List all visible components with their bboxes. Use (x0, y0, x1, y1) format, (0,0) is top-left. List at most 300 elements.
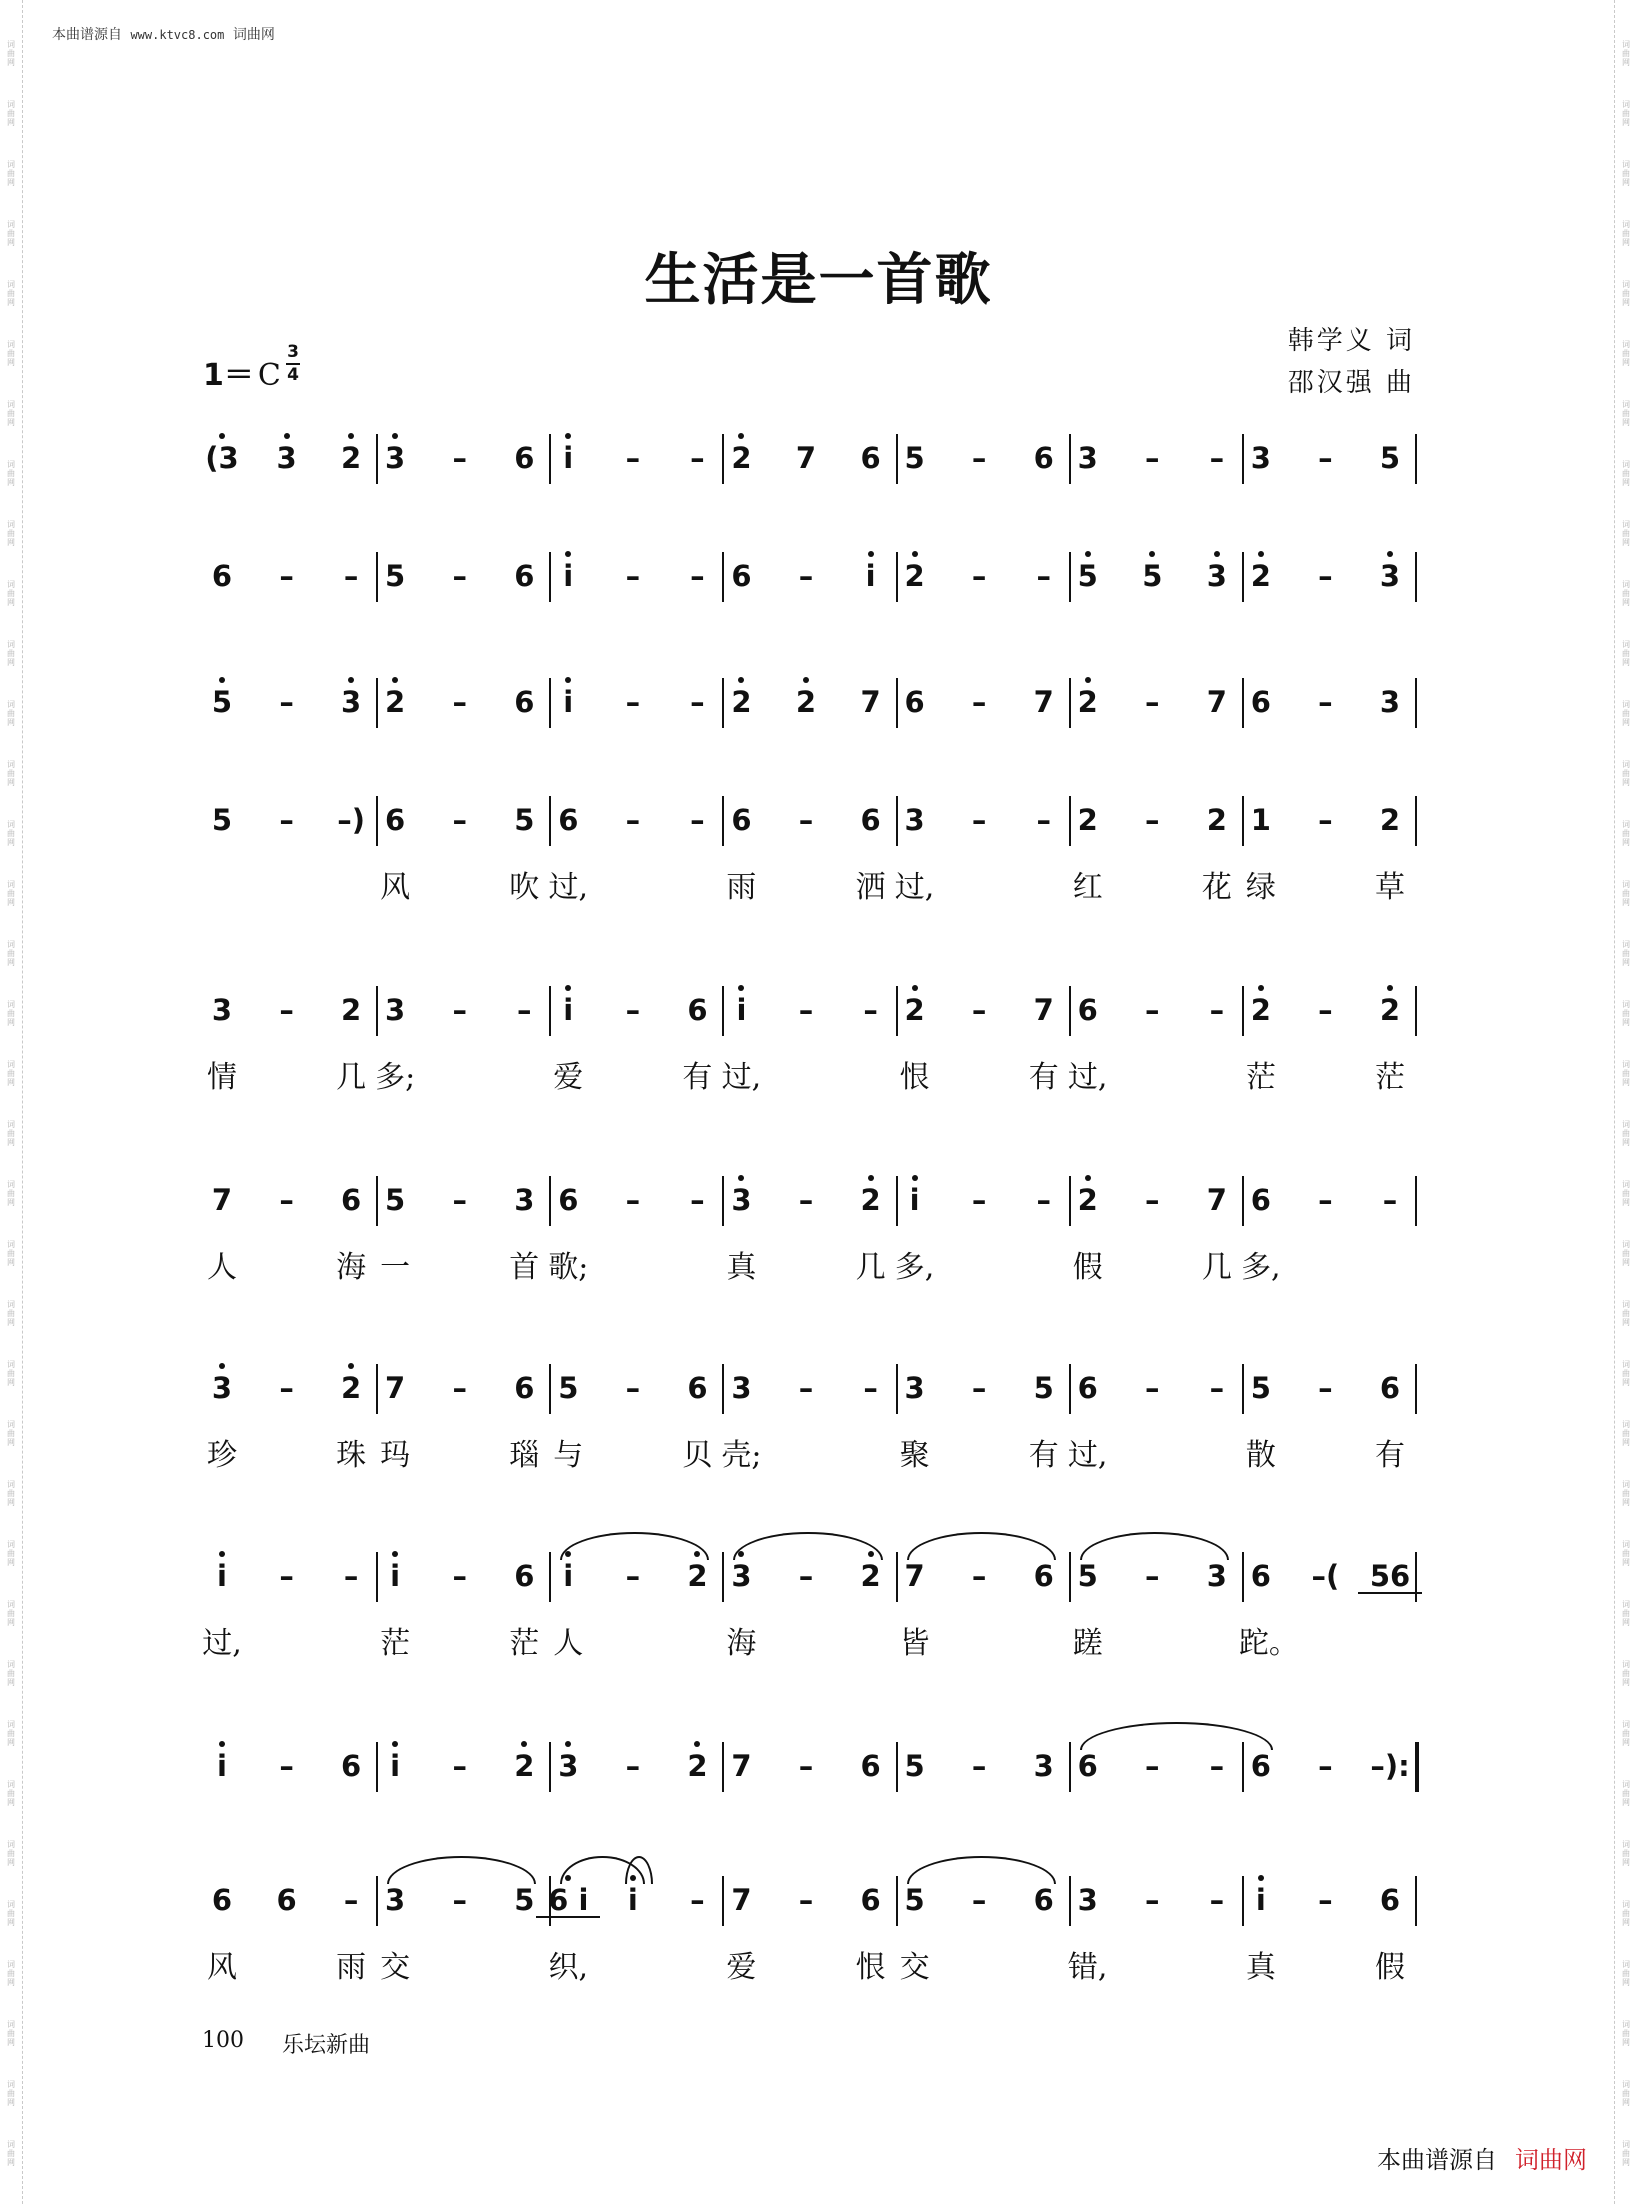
dash-note: – (971, 1371, 987, 1405)
dash-note: – (1209, 441, 1225, 475)
watermark-glyph: 词 曲 网 (7, 760, 15, 787)
watermark-glyph: 词 曲 网 (1622, 1720, 1630, 1747)
dash-note: – (971, 441, 987, 475)
dash-note: – (971, 685, 987, 719)
lyric-syllable: 风 (380, 870, 411, 905)
lyric-syllable: 过, (721, 1060, 762, 1095)
dash-note: – (452, 803, 467, 837)
watermark-glyph: 词 曲 网 (1622, 640, 1630, 667)
octave-dot (868, 1175, 874, 1181)
watermark-glyph: 词 曲 网 (1622, 280, 1630, 307)
jianpu-note: i (548, 686, 588, 718)
watermark-glyph: 词 曲 网 (7, 160, 15, 187)
dash-note: – (690, 1183, 705, 1217)
octave-dot (219, 433, 225, 439)
jianpu-note: 6 (860, 803, 881, 837)
dash-note: – (452, 1749, 467, 1783)
lyric-syllable: 茫 (509, 1626, 540, 1661)
lyric-syllable: 首 (509, 1250, 540, 1285)
lyric-syllable: 真 (726, 1250, 757, 1285)
lyric-syllable: 茫 (1375, 1060, 1405, 1095)
score-system (204, 1358, 1416, 1473)
jianpu-note: 2 (1077, 803, 1098, 837)
watermark-glyph: 词 曲 网 (7, 220, 15, 247)
jianpu-note: 3 (904, 803, 925, 837)
jianpu-note: 6 (1033, 1559, 1054, 1593)
jianpu-note: 6 (687, 993, 708, 1027)
dash-note: – (971, 1883, 987, 1917)
dash-note: – (452, 685, 467, 719)
jianpu-note: i (202, 1750, 242, 1782)
lyric-syllable: 错, (1067, 1950, 1108, 1985)
jianpu-note: 3 (548, 1750, 588, 1782)
dash-note: – (343, 1883, 359, 1917)
octave-dot (738, 1175, 744, 1181)
dash-note: – (1209, 1749, 1225, 1783)
jianpu-note: 2 (331, 1372, 371, 1404)
lyric-syllable: 草 (1375, 870, 1405, 905)
lyric-syllable: 洒 (855, 870, 886, 905)
watermark-glyph: 词 曲 网 (1622, 880, 1630, 907)
octave-dot (738, 985, 744, 991)
jianpu-note: 56 (1358, 1560, 1422, 1594)
watermark-glyph: 词 曲 网 (7, 1060, 15, 1087)
watermark-glyph: 词 曲 网 (1622, 1900, 1630, 1927)
jianpu-note: 3 (1250, 441, 1271, 475)
dash-note: – (863, 1371, 878, 1405)
octave-dot (912, 985, 918, 991)
dash-note: – (798, 993, 814, 1027)
barline (1415, 678, 1417, 728)
octave-dot (219, 677, 225, 683)
barline (1415, 552, 1417, 602)
watermark-glyph: 词 曲 网 (7, 1420, 15, 1447)
lyric-syllable: 绿 (1245, 870, 1276, 905)
jianpu-note: 3 (1033, 1749, 1054, 1783)
dash-note: – (452, 441, 467, 475)
watermark-glyph: 词 曲 网 (1622, 1120, 1630, 1147)
slur (733, 1532, 882, 1560)
composer-credit: 邵汉强 曲 (1287, 368, 1415, 398)
dash-note: – (279, 559, 294, 593)
slur (1080, 1722, 1273, 1750)
jianpu-note: 6 (276, 1883, 297, 1917)
slur (907, 1856, 1056, 1884)
octave-dot (1214, 551, 1220, 557)
dash-note: – (1318, 1371, 1333, 1405)
watermark-glyph: 词 曲 网 (1622, 40, 1630, 67)
jianpu-note: 2 (677, 1750, 717, 1782)
dash-note: – (1318, 993, 1333, 1027)
watermark-glyph: 词 曲 网 (7, 280, 15, 307)
jianpu-note: 3 (1379, 685, 1401, 719)
lyric-syllable: 吹 (509, 870, 540, 905)
jianpu-note: 5 (1132, 560, 1172, 592)
lyric-syllable: 聚 (899, 1438, 930, 1473)
jianpu-note: 2 (721, 442, 761, 474)
octave-dot (219, 1551, 225, 1557)
octave-dot (565, 551, 571, 557)
jianpu-note: 6 i (536, 1884, 600, 1918)
lyric-syllable: 人 (207, 1250, 237, 1285)
dash-note: – (625, 559, 641, 593)
octave-dot (1387, 985, 1393, 991)
jianpu-note: 3 (721, 1184, 761, 1216)
jianpu-note: 3 (385, 1883, 406, 1917)
jianpu-note: 6 (514, 1371, 535, 1405)
jianpu-note: 6 (514, 1559, 535, 1593)
dash-note: – (1318, 441, 1333, 475)
lyric-syllable: 几 (855, 1250, 886, 1285)
source-footer (1377, 2140, 1587, 2175)
jianpu-note: 3 (202, 1372, 242, 1404)
jianpu-note: 6 (558, 803, 579, 837)
dash-note: – (1318, 1749, 1333, 1783)
jianpu-note: 2 (851, 1560, 891, 1592)
jianpu-note: 6 (687, 1371, 708, 1405)
watermark-glyph: 词 曲 网 (7, 1660, 15, 1687)
dash-note: – (798, 1371, 814, 1405)
key-letter: C (257, 358, 281, 393)
jianpu-note: 5 (1250, 1371, 1271, 1405)
lyric-syllable: 过, (202, 1626, 242, 1661)
jianpu-note: 5 (1033, 1371, 1054, 1405)
jianpu-note: 2 (1068, 1184, 1108, 1216)
lyric-syllable: 跎。 (1238, 1626, 1299, 1661)
lyric-syllable: 过, (894, 870, 935, 905)
jianpu-note: 6 (1250, 685, 1271, 719)
score-system (202, 1546, 1416, 1661)
lyric-syllable: 雨 (726, 870, 757, 905)
octave-dot (219, 1363, 225, 1369)
watermark-glyph: 词 曲 网 (7, 2080, 15, 2107)
lyric-syllable: 多, (1241, 1250, 1281, 1285)
jianpu-note: 2 (1241, 994, 1281, 1026)
dash-note: – (690, 559, 705, 593)
dash-note: – (279, 1371, 294, 1405)
octave-dot (392, 677, 398, 683)
jianpu-note: i (613, 1884, 653, 1916)
jianpu-note: 3 (385, 993, 406, 1027)
time-signature (286, 343, 300, 385)
dash-note: – (625, 803, 641, 837)
lyric-syllable: 有 (1028, 1060, 1059, 1095)
dash-note: – (690, 803, 705, 837)
jianpu-note: 5 (1379, 441, 1401, 475)
lyric-syllable: 珠 (336, 1438, 367, 1473)
lyric-syllable: 过, (548, 870, 589, 905)
jianpu-note: 6 (1077, 993, 1098, 1027)
dash-note: – (279, 1559, 294, 1593)
lyric-syllable: 织, (548, 1950, 589, 1985)
score-system (204, 1736, 1416, 1806)
jianpu-note: 5 (904, 1749, 925, 1783)
lyric-syllable: 海 (726, 1626, 757, 1661)
source-link[interactable]: www.ktvc8.com (130, 28, 225, 42)
jianpu-note: 6 (1033, 1883, 1054, 1917)
jianpu-note: 6 (1379, 1371, 1401, 1405)
lyric-syllable: 交 (899, 1950, 930, 1985)
dash-note: – (1145, 993, 1160, 1027)
jianpu-note: 3 (904, 1371, 925, 1405)
watermark-glyph: 词 曲 网 (7, 940, 15, 967)
watermark-glyph: 词 曲 网 (7, 1600, 15, 1627)
meter-top: 3 (287, 342, 299, 362)
jianpu-note: 5 (211, 803, 233, 837)
octave-dot (521, 1741, 527, 1747)
octave-dot (912, 1175, 918, 1181)
jianpu-note: i (548, 1560, 588, 1592)
octave-dot (738, 433, 744, 439)
jianpu-note: 6 (1250, 1559, 1271, 1593)
octave-dot (1085, 677, 1091, 683)
octave-dot (565, 433, 571, 439)
jianpu-note: 7 (731, 1883, 752, 1917)
jianpu-note: 6 (904, 685, 925, 719)
lyric-syllable: 红 (1072, 870, 1103, 905)
dash-note: – (690, 441, 705, 475)
lyric-syllable: 有 (682, 1060, 713, 1095)
score-system (204, 546, 1416, 616)
watermark-glyph: 词 曲 网 (7, 1540, 15, 1567)
watermark-glyph: 词 曲 网 (7, 1480, 15, 1507)
dash-note: – (625, 685, 641, 719)
jianpu-note: 6 (1250, 1183, 1271, 1217)
jianpu-note: 3 (514, 1183, 535, 1217)
lyric-syllable: 恨 (899, 1060, 930, 1095)
octave-dot (1258, 985, 1264, 991)
left-margin-strip (0, 0, 23, 2204)
jianpu-note: i (375, 1750, 415, 1782)
octave-dot (348, 433, 354, 439)
lyric-syllable: 歌; (548, 1250, 589, 1285)
dash-note: – (798, 1749, 814, 1783)
octave-dot (565, 985, 571, 991)
lyric-syllable: 有 (1375, 1438, 1405, 1473)
dash-note: – (1145, 1371, 1160, 1405)
jianpu-note: 2 (375, 686, 415, 718)
jianpu-note: 3 (731, 1371, 752, 1405)
jianpu-note: 2 (1379, 803, 1401, 837)
dash-note: – (690, 685, 705, 719)
dash-note: –( (1311, 1559, 1340, 1593)
dash-note: – (279, 685, 294, 719)
dash-note: – (1036, 803, 1051, 837)
jianpu-note: 6 (558, 1183, 579, 1217)
jianpu-note: 2 (331, 442, 371, 474)
jianpu-note: 6 (731, 803, 752, 837)
dash-note: – (1382, 1183, 1398, 1217)
watermark-glyph: 词 曲 网 (7, 580, 15, 607)
jianpu-note: 5 (1077, 1559, 1098, 1593)
lyricist-credit: 韩学义 词 (1287, 326, 1415, 356)
jianpu-note: 2 (677, 1560, 717, 1592)
lyric-syllable: 爱 (726, 1950, 757, 1985)
octave-dot (1258, 1875, 1264, 1881)
jianpu-note: (3 (202, 442, 242, 474)
jianpu-note: 1 (1250, 803, 1271, 837)
jianpu-note: 5 (202, 686, 242, 718)
jianpu-note: 5 (514, 1883, 535, 1917)
octave-dot (738, 677, 744, 683)
lyric-syllable: 几 (336, 1060, 367, 1095)
dash-note: – (798, 1559, 814, 1593)
watermark-glyph: 词 曲 网 (7, 1360, 15, 1387)
dash-note: – (625, 441, 641, 475)
barline (1415, 1552, 1417, 1602)
watermark-glyph: 词 曲 网 (1622, 2140, 1630, 2167)
jianpu-note: 7 (731, 1749, 752, 1783)
jianpu-note: 2 (786, 686, 826, 718)
lyric-syllable: 过, (1067, 1060, 1108, 1095)
octave-dot (392, 1741, 398, 1747)
jianpu-note: 5 (904, 441, 925, 475)
jianpu-note: 5 (1068, 560, 1108, 592)
dash-note: – (798, 1183, 814, 1217)
jianpu-note: 6 (211, 559, 233, 593)
octave-dot (1085, 1175, 1091, 1181)
jianpu-note: 6 (1077, 1371, 1098, 1405)
lyric-syllable: 假 (1375, 1950, 1405, 1985)
lyric-syllable: 情 (207, 1060, 237, 1095)
dash-note: – (1145, 1749, 1160, 1783)
jianpu-note: 2 (1370, 994, 1410, 1026)
lyric-syllable: 玛 (380, 1438, 411, 1473)
lyric-syllable: 皆 (899, 1626, 930, 1661)
jianpu-note: 3 (1370, 560, 1410, 592)
watermark-glyph: 词 曲 网 (1622, 1360, 1630, 1387)
source-footer-brand[interactable]: 词曲网 (1515, 2146, 1587, 2174)
dash-note: – (690, 1883, 705, 1917)
jianpu-note: 6 (514, 559, 535, 593)
watermark-glyph: 词 曲 网 (7, 1000, 15, 1027)
dash-note: – (1318, 559, 1333, 593)
jianpu-note: 6 (514, 685, 535, 719)
source-site: 词曲网 (232, 27, 275, 43)
watermark-glyph: 词 曲 网 (1622, 700, 1630, 727)
watermark-glyph: 词 曲 网 (7, 1240, 15, 1267)
watermark-glyph: 词 曲 网 (1622, 580, 1630, 607)
dash-note: – (1036, 1183, 1051, 1217)
dash-note: – (625, 993, 641, 1027)
lyric-syllable: 瑙 (509, 1438, 540, 1473)
watermark-glyph: 词 曲 网 (1622, 1840, 1630, 1867)
dash-note: – (971, 993, 987, 1027)
jianpu-note: 7 (1206, 685, 1227, 719)
watermark-glyph: 词 曲 网 (7, 640, 15, 667)
octave-dot (1085, 551, 1091, 557)
lyric-syllable: 有 (1028, 1438, 1059, 1473)
jianpu-note: 6 (860, 1749, 881, 1783)
jianpu-note: 6 (1250, 1749, 1271, 1783)
watermark-glyph: 词 曲 网 (7, 2140, 15, 2167)
jianpu-note: i (721, 994, 761, 1026)
dash-note: – (452, 1371, 467, 1405)
octave-dot (392, 433, 398, 439)
dash-note: – (971, 1749, 987, 1783)
watermark-glyph: 词 曲 网 (1622, 1420, 1630, 1447)
jianpu-note: 5 (385, 1183, 406, 1217)
jianpu-note: 6 (341, 1749, 362, 1783)
watermark-glyph: 词 曲 网 (7, 1900, 15, 1927)
dash-note: – (452, 1559, 467, 1593)
page-number: 100 (202, 2028, 244, 2053)
dash-note: – (1209, 993, 1225, 1027)
watermark-glyph: 词 曲 网 (1622, 100, 1630, 127)
jianpu-note: 7 (860, 685, 881, 719)
watermark-glyph: 词 曲 网 (1622, 1960, 1630, 1987)
jianpu-note: 6 (731, 559, 752, 593)
watermark-glyph: 词 曲 网 (7, 400, 15, 427)
watermark-glyph: 词 曲 网 (1622, 160, 1630, 187)
dash-note: – (343, 1559, 359, 1593)
dash-note: – (452, 1183, 467, 1217)
dash-note: – (517, 993, 532, 1027)
dash-note: – (625, 1559, 641, 1593)
dash-note: – (279, 993, 294, 1027)
dash-note: – (971, 559, 987, 593)
watermark-glyph: 词 曲 网 (1622, 1480, 1630, 1507)
slur (907, 1532, 1056, 1560)
dash-note: – (1318, 1883, 1333, 1917)
dash-note: – (279, 803, 294, 837)
dash-note: – (1145, 803, 1160, 837)
jianpu-note: i (548, 994, 588, 1026)
dash-note: – (1145, 441, 1160, 475)
jianpu-note: i (548, 442, 588, 474)
watermark-glyph: 词 曲 网 (1622, 2080, 1630, 2107)
watermark-glyph: 词 曲 网 (7, 700, 15, 727)
jianpu-note: 5 (385, 559, 406, 593)
octave-dot (803, 677, 809, 683)
dash-note: – (1318, 1183, 1333, 1217)
lyric-syllable: 交 (380, 1950, 411, 1985)
slur (387, 1856, 536, 1884)
jianpu-note: i (375, 1560, 415, 1592)
watermark-glyph: 词 曲 网 (1622, 1300, 1630, 1327)
lyric-syllable: 贝 (682, 1438, 713, 1473)
jianpu-note: 2 (341, 993, 362, 1027)
lyric-syllable: 海 (336, 1250, 367, 1285)
lyric-syllable: 风 (207, 1950, 237, 1985)
octave-dot (392, 1551, 398, 1557)
score-system (204, 1170, 1416, 1285)
dash-note: – (798, 1883, 814, 1917)
jianpu-note: 2 (895, 560, 935, 592)
dash-note: –): (1370, 1749, 1410, 1783)
slur (560, 1532, 709, 1560)
jianpu-note: 6 (1379, 1883, 1401, 1917)
jianpu-note: 5 (904, 1883, 925, 1917)
watermark-glyph: 词 曲 网 (7, 1180, 15, 1207)
watermark-glyph: 词 曲 网 (1622, 760, 1630, 787)
octave-dot (1258, 551, 1264, 557)
watermark-glyph: 词 曲 网 (1622, 2020, 1630, 2047)
jianpu-note: 7 (211, 1183, 233, 1217)
watermark-glyph: 词 曲 网 (7, 1840, 15, 1867)
octave-dot (868, 551, 874, 557)
jianpu-note: 3 (211, 993, 233, 1027)
dash-note: – (1145, 1559, 1160, 1593)
jianpu-note: 6 (860, 1883, 881, 1917)
key-signature (203, 350, 281, 394)
jianpu-note: 2 (851, 1184, 891, 1216)
jianpu-note: 3 (375, 442, 415, 474)
song-title: 生活是一首歌 (644, 247, 993, 313)
watermark-glyph: 词 曲 网 (7, 1300, 15, 1327)
lyric-syllable: 多, (894, 1250, 935, 1285)
octave-dot (219, 1741, 225, 1747)
